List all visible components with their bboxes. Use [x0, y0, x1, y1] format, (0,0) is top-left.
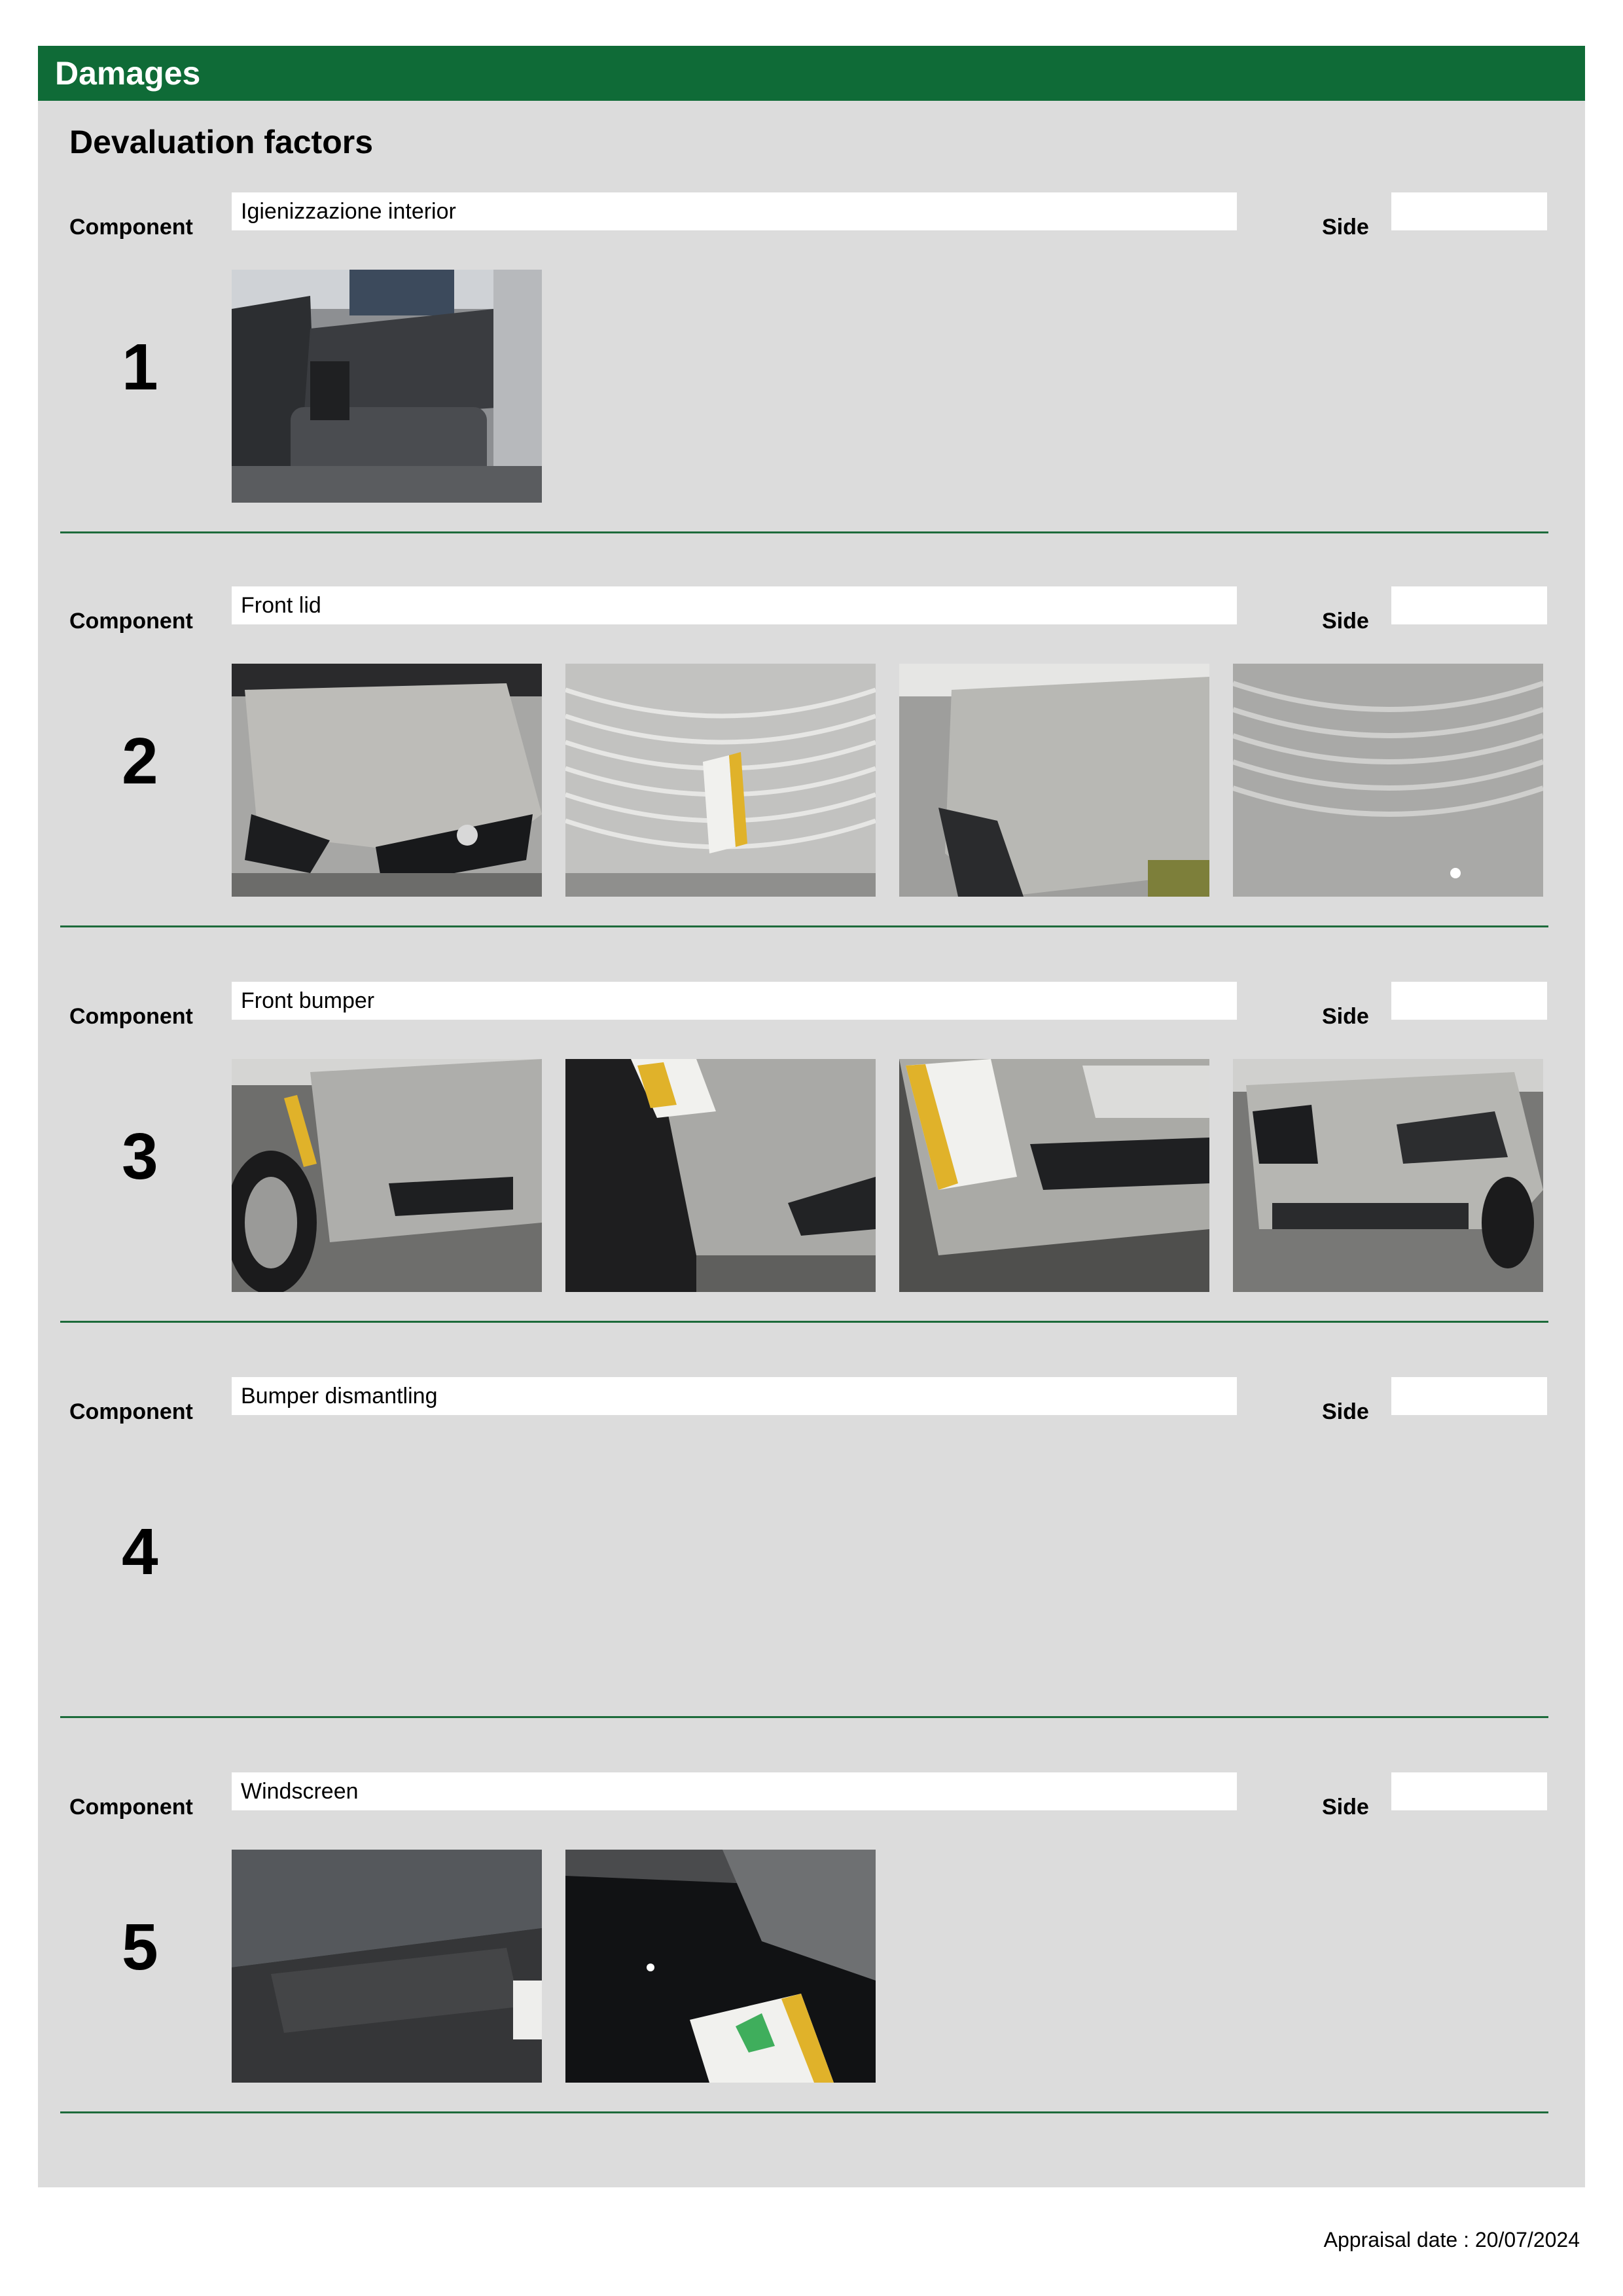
section-divider: [60, 2111, 1548, 2113]
hood-front-photo[interactable]: [232, 664, 542, 897]
component-field: Windscreen: [232, 1772, 1237, 1810]
windscreen-dashboard-photo[interactable]: [232, 1850, 542, 2083]
damage-section-3: [38, 982, 1585, 1376]
car-front-overview-photo[interactable]: [1233, 1059, 1543, 1292]
hood-headlight-edge-photo[interactable]: [899, 664, 1209, 897]
side-field: [1391, 1772, 1547, 1810]
bumper-wheel-ruler-photo[interactable]: [565, 1059, 876, 1292]
side-field: [1391, 192, 1547, 230]
interior-rear-seats-photo[interactable]: [232, 270, 542, 503]
damage-number: 2: [122, 725, 158, 798]
damage-section-4: [38, 1377, 1585, 1771]
component-label: Component: [69, 609, 193, 634]
bumper-left-ruler-photo[interactable]: [232, 1059, 542, 1292]
windscreen-ruler-closeup-photo[interactable]: [565, 1850, 876, 2083]
side-field: [1391, 586, 1547, 624]
damage-section-1: [38, 192, 1585, 586]
section-header: Damages: [38, 46, 1585, 101]
hood-reflection-closeup-photo[interactable]: [1233, 664, 1543, 897]
bumper-fog-light-ruler-photo[interactable]: [899, 1059, 1209, 1292]
section-divider: [60, 1716, 1548, 1718]
hood-reflection-ruler-photo[interactable]: [565, 664, 876, 897]
damage-number: 5: [122, 1910, 158, 1984]
side-field: [1391, 1377, 1547, 1415]
component-label: Component: [69, 215, 193, 240]
side-label: Side: [1322, 1399, 1369, 1424]
section-divider: [60, 1321, 1548, 1323]
appraisal-date: Appraisal date : 20/07/2024: [1323, 2228, 1580, 2251]
component-label: Component: [69, 1004, 193, 1029]
component-field: Bumper dismantling: [232, 1377, 1237, 1415]
component-label: Component: [69, 1399, 193, 1424]
damage-number: 4: [122, 1515, 158, 1588]
side-label: Side: [1322, 1795, 1369, 1820]
component-label: Component: [69, 1795, 193, 1820]
side-label: Side: [1322, 215, 1369, 240]
side-label: Side: [1322, 1004, 1369, 1029]
side-label: Side: [1322, 609, 1369, 634]
section-divider: [60, 531, 1548, 533]
damage-section-5: [38, 1772, 1585, 2166]
damage-section-2: [38, 586, 1585, 980]
side-field: [1391, 982, 1547, 1020]
component-field: Front lid: [232, 586, 1237, 624]
component-field: Front bumper: [232, 982, 1237, 1020]
damage-number: 3: [122, 1120, 158, 1193]
damage-number: 1: [122, 331, 158, 404]
component-field: Igienizzazione interior: [232, 192, 1237, 230]
section-divider: [60, 925, 1548, 927]
page-subtitle: Devaluation factors: [69, 124, 374, 160]
damages-panel: [38, 101, 1585, 2187]
